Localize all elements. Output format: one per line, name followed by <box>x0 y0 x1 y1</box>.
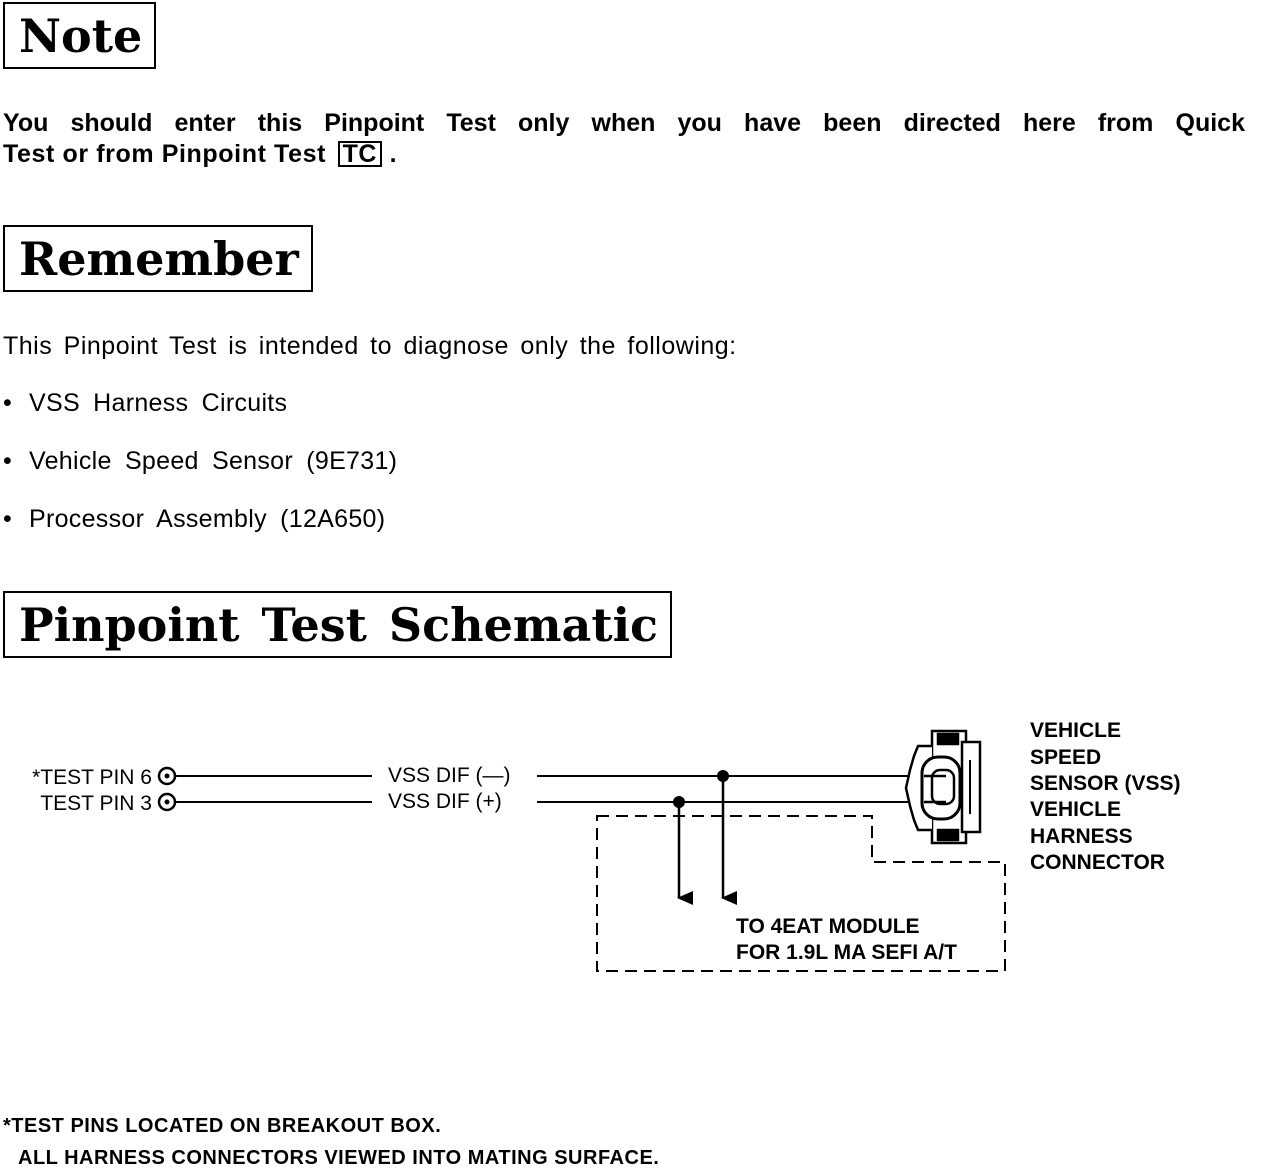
list-item-text: VSS Harness Circuits <box>29 389 288 417</box>
sensor-label-line-2: SPEED <box>1030 746 1102 769</box>
test-pin-6-terminal <box>159 768 175 784</box>
note-line-1: You should enter this Pinpoint Test only when you have been directed here from Quick <box>3 109 1245 137</box>
note-heading: Note <box>3 2 156 69</box>
bullet-icon: • <box>3 447 13 475</box>
note-line-2-prefix: Test or from Pinpoint Test <box>3 140 327 168</box>
module-label-line-1: TO 4EAT MODULE <box>736 915 920 938</box>
bullet-icon: • <box>3 389 13 417</box>
note-line-2-suffix: . <box>389 140 398 168</box>
footnote-line-1: *TEST PINS LOCATED ON BREAKOUT BOX. <box>3 1115 442 1137</box>
schematic-heading: Pinpoint Test Schematic <box>3 591 672 658</box>
test-pin-3-terminal <box>159 794 175 810</box>
sensor-connector-icon <box>906 731 980 843</box>
remember-intro: This Pinpoint Test is intended to diagnose only the following: <box>3 332 737 360</box>
pin3-label: TEST PIN 3 <box>40 792 152 815</box>
module-label-line-2: FOR 1.9L MA SEFI A/T <box>736 941 957 964</box>
sensor-label-line-3: SENSOR (VSS) <box>1030 772 1181 795</box>
tc-test-box: TC <box>338 141 383 167</box>
wire-neg-label: VSS DIF (—) <box>388 764 511 787</box>
sensor-label-line-6: CONNECTOR <box>1030 851 1165 874</box>
footnote-line-2: ALL HARNESS CONNECTORS VIEWED INTO MATING SURFACE. <box>18 1147 660 1169</box>
list-item-text: Vehicle Speed Sensor (9E731) <box>29 447 398 475</box>
sensor-label-line-1: VEHICLE <box>1030 719 1122 742</box>
pin6-label: *TEST PIN 6 <box>32 766 152 789</box>
sensor-label-line-4: VEHICLE <box>1030 798 1122 821</box>
list-item-text: Processor Assembly (12A650) <box>29 505 386 533</box>
sensor-label-line-5: HARNESS <box>1030 825 1133 848</box>
wire-pos-label: VSS DIF (+) <box>388 790 502 813</box>
remember-heading: Remember <box>3 225 313 292</box>
bullet-icon: • <box>3 505 13 533</box>
